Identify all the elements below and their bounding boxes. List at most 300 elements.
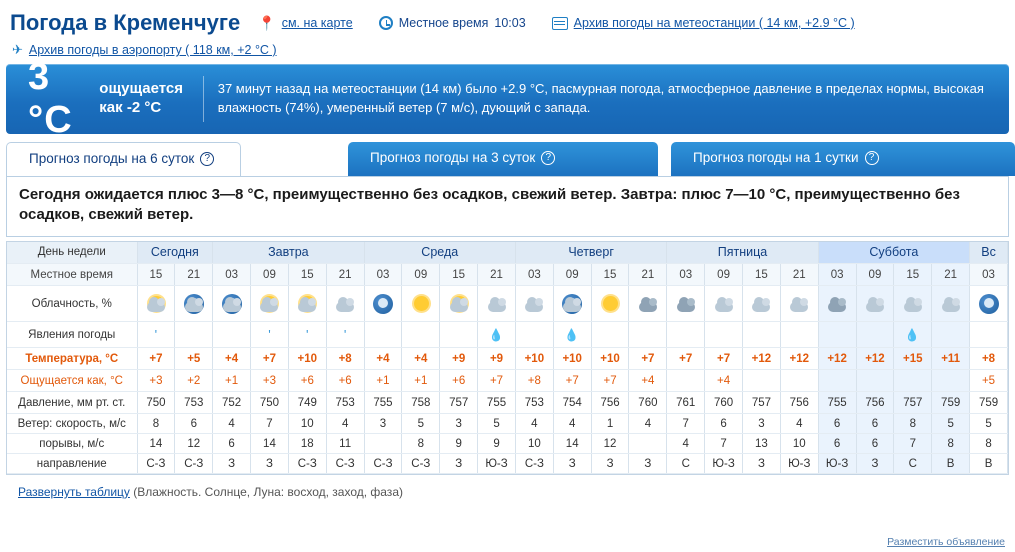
pressure-cell: 754: [553, 392, 591, 414]
gust-cell: 13: [743, 434, 781, 454]
hour-cell: 21: [629, 264, 667, 286]
header-links: [258, 16, 854, 30]
pressure-cell: 749: [288, 392, 326, 414]
cloud-cell: [818, 286, 856, 322]
gust-cell: 11: [326, 434, 364, 454]
day-header: Пятница: [667, 242, 818, 264]
wind-cell: 7: [251, 414, 289, 434]
row-label-gust: порывы, м/с: [7, 434, 137, 454]
day-header: Суббота: [818, 242, 969, 264]
temperature-cell: +7: [251, 348, 289, 370]
wind-cell: 5: [402, 414, 440, 434]
cloud-cell: [137, 286, 175, 322]
gust-cell: 6: [856, 434, 894, 454]
weather-icon-cloud: [900, 291, 926, 317]
pressure-cell: 758: [402, 392, 440, 414]
current-conditions-banner: [6, 56, 1009, 141]
clock-icon: [379, 16, 393, 30]
hour-cell: 15: [288, 264, 326, 286]
feels-cell: [818, 370, 856, 392]
direction-cell: С-З: [326, 454, 364, 474]
weather-icon-cloud: [938, 291, 964, 317]
gust-cell: 14: [553, 434, 591, 454]
wind-cell: 8: [137, 414, 175, 434]
phenomena-cell: [440, 322, 478, 348]
tab-forecast-3days-label: Прогноз погоды на 3 суток: [370, 150, 536, 165]
temperature-cell: +10: [591, 348, 629, 370]
cloud-cell: [780, 286, 818, 322]
direction-cell: З: [251, 454, 289, 474]
temperature-cell: +12: [856, 348, 894, 370]
weather-icon-sun-cloud: [446, 291, 472, 317]
weather-icon-cloud: [332, 291, 358, 317]
local-time-value: 10:03: [494, 16, 526, 30]
pressure-cell: 757: [440, 392, 478, 414]
feels-cell: +5: [970, 370, 1008, 392]
page-title: Погода в Кременчуге: [10, 10, 241, 35]
local-time-label: Местное время: [398, 16, 489, 30]
wind-cell: 6: [175, 414, 213, 434]
direction-cell: Ю-З: [780, 454, 818, 474]
temperature-cell: +15: [894, 348, 932, 370]
temperature-cell: +8: [970, 348, 1008, 370]
forecast-table: [7, 242, 1008, 475]
cloud-cell: [743, 286, 781, 322]
day-header: Среда: [364, 242, 515, 264]
wind-cell: 4: [780, 414, 818, 434]
phenomena-cell: [970, 322, 1008, 348]
wind-cell: 5: [478, 414, 516, 434]
feels-cell: +1: [402, 370, 440, 392]
rain-icon: 💧: [564, 327, 581, 342]
pressure-cell: 760: [705, 392, 743, 414]
pressure-cell: 755: [478, 392, 516, 414]
cloud-cell: [705, 286, 743, 322]
phenomena-cell: [515, 322, 553, 348]
table-row-wind: [7, 414, 1008, 434]
rain-icon: 💧: [488, 327, 505, 342]
weather-icon-night-cloud: [219, 291, 245, 317]
plane-icon: ✈: [12, 42, 23, 57]
wind-cell: 3: [364, 414, 402, 434]
feels-cell: +4: [705, 370, 743, 392]
wind-cell: 10: [288, 414, 326, 434]
table-row-days: [7, 242, 1008, 264]
hour-cell: 03: [970, 264, 1008, 286]
cloud-cell: [515, 286, 553, 322]
hour-cell: 21: [780, 264, 818, 286]
drizzle-icon: ': [306, 326, 309, 342]
feels-cell: [932, 370, 970, 392]
wind-cell: 6: [856, 414, 894, 434]
local-time: [379, 16, 526, 30]
row-label-feels: Ощущается как, °С: [7, 370, 137, 392]
direction-cell: С-З: [288, 454, 326, 474]
hour-cell: 21: [478, 264, 516, 286]
direction-cell: Ю-З: [818, 454, 856, 474]
feels-cell: [856, 370, 894, 392]
gust-cell: 14: [251, 434, 289, 454]
hour-cell: 09: [402, 264, 440, 286]
gust-cell: [364, 434, 402, 454]
pressure-cell: 759: [970, 392, 1008, 414]
direction-cell: С: [894, 454, 932, 474]
feels-cell: [743, 370, 781, 392]
hour-cell: 09: [251, 264, 289, 286]
temperature-cell: +7: [705, 348, 743, 370]
tab-forecast-6days[interactable]: [6, 142, 241, 176]
table-row-clouds: [7, 286, 1008, 322]
phenomena-cell: [705, 322, 743, 348]
weather-icon-cloud: [748, 291, 774, 317]
day-header: Вс: [970, 242, 1008, 264]
direction-cell: С-З: [137, 454, 175, 474]
current-temperature: 3 °C: [28, 56, 73, 141]
table-row-temperature: [7, 348, 1008, 370]
feels-cell: +6: [440, 370, 478, 392]
direction-cell: С-З: [402, 454, 440, 474]
gust-cell: 12: [591, 434, 629, 454]
temperature-cell: +4: [402, 348, 440, 370]
wind-cell: 3: [440, 414, 478, 434]
temperature-cell: +9: [440, 348, 478, 370]
table-row-direction: [7, 454, 1008, 474]
hour-cell: 03: [818, 264, 856, 286]
phenomena-cell: [856, 322, 894, 348]
row-label-phenomena: Явления погоды: [7, 322, 137, 348]
gust-cell: 7: [705, 434, 743, 454]
row-label-temp: Температура, °С: [7, 348, 137, 370]
pressure-cell: 761: [667, 392, 705, 414]
pressure-cell: 750: [251, 392, 289, 414]
cloud-cell: [364, 286, 402, 322]
pressure-cell: 753: [326, 392, 364, 414]
rain-icon: 💧: [904, 327, 921, 342]
feels-cell: +3: [251, 370, 289, 392]
cloud-cell: [932, 286, 970, 322]
temperature-cell: +10: [515, 348, 553, 370]
feels-cell: +8: [515, 370, 553, 392]
tab-forecast-1day-label: Прогноз погоды на 1 сутки: [693, 150, 859, 165]
wind-cell: 8: [894, 414, 932, 434]
tab-forecast-1day[interactable]: [671, 142, 1015, 176]
hour-cell: 15: [894, 264, 932, 286]
gust-cell: 6: [818, 434, 856, 454]
current-description: 37 минут назад на метеостанции (14 км) было +2.9 °C, пасмурная погода, атмосферное давление в пределах нормы, высокая влажность (74%), умеренный ветер (7 м/с), дующий с запада.: [217, 81, 984, 115]
feels-like-line1: ощущается: [99, 80, 184, 98]
direction-cell: В: [970, 454, 1008, 474]
feels-cell: +6: [326, 370, 364, 392]
wind-cell: 4: [213, 414, 251, 434]
feels-cell: [780, 370, 818, 392]
cloud-cell: [856, 286, 894, 322]
temperature-cell: +12: [743, 348, 781, 370]
gust-cell: 6: [213, 434, 251, 454]
direction-cell: С-З: [515, 454, 553, 474]
row-label-time: Местное время: [7, 264, 137, 286]
phenomena-cell: [213, 322, 251, 348]
pressure-cell: 757: [743, 392, 781, 414]
feels-cell: [894, 370, 932, 392]
weather-icon-overcast: [824, 291, 850, 317]
day-header: Четверг: [515, 242, 666, 264]
phenomena-cell: [932, 322, 970, 348]
archive-airport-label[interactable]: Архив погоды в аэропорту ( 118 км, +2 °C ): [28, 43, 277, 57]
row-label-day: День недели: [7, 242, 137, 264]
phenomena-cell: [743, 322, 781, 348]
gust-cell: 18: [288, 434, 326, 454]
temperature-cell: +4: [364, 348, 402, 370]
weather-icon-night: [976, 291, 1002, 317]
cloud-cell: [326, 286, 364, 322]
table-row-pressure: [7, 392, 1008, 414]
forecast-table-wrap: [6, 241, 1009, 476]
phenomena-cell: [364, 322, 402, 348]
feels-cell: +3: [137, 370, 175, 392]
wind-cell: 7: [667, 414, 705, 434]
pressure-cell: 755: [818, 392, 856, 414]
gust-cell: 10: [515, 434, 553, 454]
direction-cell: З: [856, 454, 894, 474]
hour-cell: 15: [743, 264, 781, 286]
wind-cell: 5: [932, 414, 970, 434]
hour-cell: 21: [932, 264, 970, 286]
cloud-cell: [667, 286, 705, 322]
weather-icon-sun: [597, 291, 623, 317]
direction-cell: З: [591, 454, 629, 474]
gust-cell: 8: [970, 434, 1008, 454]
help-icon[interactable]: ?: [200, 152, 214, 166]
gust-cell: 9: [478, 434, 516, 454]
drizzle-icon: ': [268, 326, 271, 342]
wind-cell: 4: [629, 414, 667, 434]
hour-cell: 15: [440, 264, 478, 286]
weather-icon-cloud: [786, 291, 812, 317]
help-icon[interactable]: ?: [541, 151, 555, 165]
cloud-cell: [175, 286, 213, 322]
map-pin-icon: 📍: [258, 15, 276, 31]
temperature-cell: +12: [818, 348, 856, 370]
hour-cell: 15: [591, 264, 629, 286]
feels-cell: +7: [478, 370, 516, 392]
phenomena-cell: [137, 322, 175, 348]
gust-cell: 4: [667, 434, 705, 454]
row-label-direction: направление: [7, 454, 137, 474]
archive-station-label[interactable]: Архив погоды на метеостанции ( 14 км, +2.9 °C ): [573, 16, 855, 30]
place-ad-link[interactable]: Разместить объявление: [887, 536, 1005, 548]
row-label-clouds: Облачность, %: [7, 286, 137, 322]
feels-cell: +1: [364, 370, 402, 392]
temperature-cell: +11: [932, 348, 970, 370]
pressure-cell: 753: [515, 392, 553, 414]
cloud-cell: [970, 286, 1008, 322]
pressure-cell: 753: [175, 392, 213, 414]
pressure-cell: 756: [591, 392, 629, 414]
forecast-tabs: [6, 142, 1009, 176]
weather-icon-sun: [408, 291, 434, 317]
help-icon[interactable]: ?: [865, 151, 879, 165]
weather-icon-cloud: [862, 291, 888, 317]
table-row-phenomena: [7, 322, 1008, 348]
cloud-cell: [629, 286, 667, 322]
pressure-cell: 756: [856, 392, 894, 414]
gust-cell: 9: [440, 434, 478, 454]
cloud-cell: [591, 286, 629, 322]
phenomena-cell: [629, 322, 667, 348]
cloud-cell: [288, 286, 326, 322]
temperature-cell: +7: [667, 348, 705, 370]
expand-table-rest: (Влажность. Солнце, Луна: восход, заход, фаза): [133, 485, 403, 499]
hour-cell: 09: [856, 264, 894, 286]
phenomena-cell: [288, 322, 326, 348]
drizzle-icon: ': [343, 326, 347, 342]
wind-cell: 3: [743, 414, 781, 434]
direction-cell: В: [932, 454, 970, 474]
tab-forecast-3days[interactable]: [348, 142, 658, 176]
weather-icon-sun-cloud: [294, 291, 320, 317]
feels-cell: +7: [591, 370, 629, 392]
table-row-hours: [7, 264, 1008, 286]
weather-icon-overcast: [673, 291, 699, 317]
temperature-cell: +4: [213, 348, 251, 370]
gust-cell: 14: [137, 434, 175, 454]
hour-cell: 09: [553, 264, 591, 286]
pressure-cell: 752: [213, 392, 251, 414]
phenomena-cell: [175, 322, 213, 348]
pressure-cell: 757: [894, 392, 932, 414]
forecast-summary: Сегодня ожидается плюс 3—8 °C, преимущественно без осадков, свежий ветер. Завтра: плюс 7—10 °C, преимущественно без осадков, свежий ветер.: [6, 176, 1009, 237]
direction-cell: З: [213, 454, 251, 474]
feels-cell: +1: [213, 370, 251, 392]
weather-icon-night-cloud: [181, 291, 207, 317]
wind-cell: 6: [818, 414, 856, 434]
phenomena-cell: [251, 322, 289, 348]
pressure-cell: 755: [364, 392, 402, 414]
weather-icon-night: [370, 291, 396, 317]
cloud-cell: [251, 286, 289, 322]
feels-like-line2: как -2 °C: [99, 99, 162, 116]
hour-cell: 03: [667, 264, 705, 286]
feels-cell: +6: [288, 370, 326, 392]
weather-icon-cloud: [484, 291, 510, 317]
phenomena-cell: [553, 322, 591, 348]
gust-cell: 7: [894, 434, 932, 454]
phenomena-cell: [780, 322, 818, 348]
day-header: Сегодня: [137, 242, 213, 264]
gust-cell: 12: [175, 434, 213, 454]
table-row-gust: [7, 434, 1008, 454]
hour-cell: 03: [364, 264, 402, 286]
tab-forecast-6days-label: Прогноз погоды на 6 суток: [29, 151, 195, 166]
temperature-cell: +7: [137, 348, 175, 370]
hour-cell: 03: [213, 264, 251, 286]
weather-icon-overcast: [635, 291, 661, 317]
pressure-cell: 760: [629, 392, 667, 414]
feels-cell: +4: [629, 370, 667, 392]
direction-cell: З: [440, 454, 478, 474]
temperature-cell: +9: [478, 348, 516, 370]
temperature-cell: +5: [175, 348, 213, 370]
cloud-cell: [478, 286, 516, 322]
wind-cell: 4: [515, 414, 553, 434]
row-label-pressure: Давление, мм рт. ст.: [7, 392, 137, 414]
temperature-cell: +10: [288, 348, 326, 370]
weather-icon-night-cloud: [559, 291, 585, 317]
feels-cell: [667, 370, 705, 392]
direction-cell: З: [743, 454, 781, 474]
weather-icon-cloud: [711, 291, 737, 317]
feels-cell: +7: [553, 370, 591, 392]
map-link-label[interactable]: см. на карте: [281, 16, 353, 30]
hour-cell: 15: [137, 264, 175, 286]
archive-icon: [552, 17, 568, 30]
pressure-cell: 750: [137, 392, 175, 414]
gust-cell: 8: [402, 434, 440, 454]
drizzle-icon: ': [154, 326, 158, 342]
archive-station-link[interactable]: [552, 16, 855, 30]
expand-table-row: [6, 481, 1009, 503]
top-header: [0, 0, 1015, 40]
temperature-cell: +7: [629, 348, 667, 370]
cloud-cell: [402, 286, 440, 322]
phenomena-cell: [478, 322, 516, 348]
table-row-feels: [7, 370, 1008, 392]
direction-cell: З: [553, 454, 591, 474]
cloud-cell: [213, 286, 251, 322]
feels-like-block: [99, 80, 203, 118]
expand-table-link[interactable]: Развернуть таблицу: [18, 485, 130, 499]
cloud-cell: [553, 286, 591, 322]
hour-cell: 21: [326, 264, 364, 286]
wind-cell: 1: [591, 414, 629, 434]
wind-cell: 6: [705, 414, 743, 434]
phenomena-cell: [894, 322, 932, 348]
direction-cell: С-З: [364, 454, 402, 474]
weather-icon-sun-cloud: [256, 291, 282, 317]
pressure-cell: 759: [932, 392, 970, 414]
phenomena-cell: [818, 322, 856, 348]
wind-cell: 4: [553, 414, 591, 434]
map-link[interactable]: [258, 16, 352, 30]
direction-cell: С-З: [175, 454, 213, 474]
phenomena-cell: [667, 322, 705, 348]
hour-cell: 21: [175, 264, 213, 286]
phenomena-cell: [402, 322, 440, 348]
hour-cell: 09: [705, 264, 743, 286]
weather-icon-sun-cloud: [143, 291, 169, 317]
airport-archive-row: [0, 40, 1015, 64]
direction-cell: Ю-З: [478, 454, 516, 474]
wind-cell: 4: [326, 414, 364, 434]
pressure-cell: 756: [780, 392, 818, 414]
cloud-cell: [894, 286, 932, 322]
weather-icon-cloud: [521, 291, 547, 317]
temperature-cell: +10: [553, 348, 591, 370]
wind-cell: 5: [970, 414, 1008, 434]
feels-cell: +2: [175, 370, 213, 392]
direction-cell: З: [629, 454, 667, 474]
gust-cell: 10: [780, 434, 818, 454]
temperature-cell: +12: [780, 348, 818, 370]
hour-cell: 03: [515, 264, 553, 286]
temperature-cell: +8: [326, 348, 364, 370]
phenomena-cell: [326, 322, 364, 348]
gust-cell: 8: [932, 434, 970, 454]
row-label-wind: Ветер: скорость, м/с: [7, 414, 137, 434]
direction-cell: С: [667, 454, 705, 474]
cloud-cell: [440, 286, 478, 322]
phenomena-cell: [591, 322, 629, 348]
